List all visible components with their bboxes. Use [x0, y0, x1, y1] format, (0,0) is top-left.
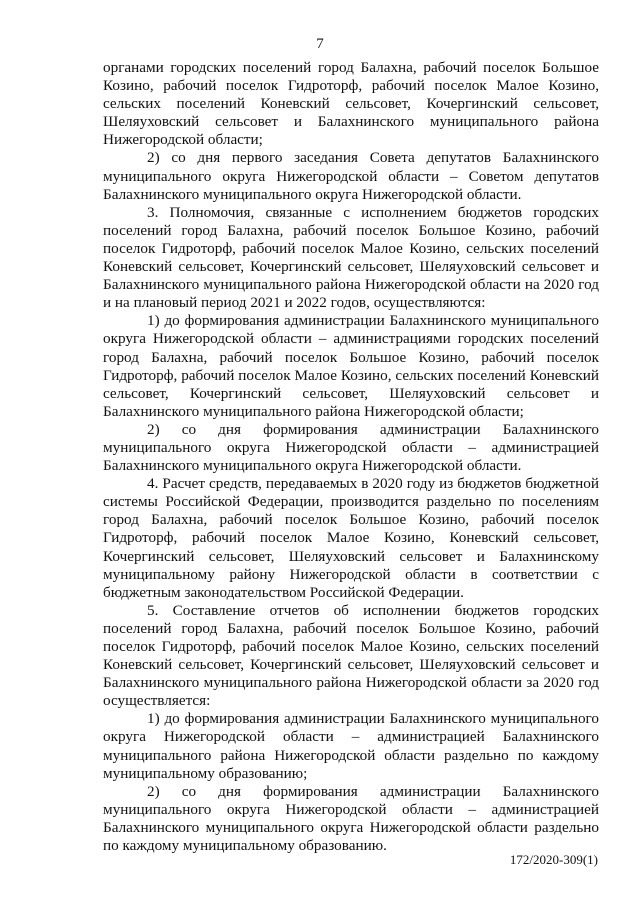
paragraph-2: 2) со дня первого заседания Совета депутатов Балахнинского муниципального округа Нижегородской области – Советом депутатов Балахнинского муниципального округа Нижегородской области. — [103, 149, 599, 203]
paragraph-6: 4. Расчет средств, передаваемых в 2020 году из бюджетов бюджетной системы Российской Федерации, производится раздельно по поселениям город Балахна, рабочий поселок Большое Козино, рабочий поселок Гидроторф, рабочий поселок Малое Козино, Коневский сельсовет, Кочергинский сельсовет, Шеляуховский сельсовет и Балахнинскому муниципальному району Нижегородской области в соответствии с бюджетным законодательством Российской Федерации. — [103, 475, 599, 601]
document-code: 172/2020-309(1) — [509, 852, 598, 867]
paragraph-7: 5. Составление отчетов об исполнении бюджетов городских поселений город Балахна, рабочий поселок Большое Козино, рабочий поселок Гидроторф, рабочий поселок Малое Козино, сельских поселений Коневский сельсовет, Кочергинский сельсовет, Шеляуховский сельсовет и Балахнинского муниципального района Нижегородской области за 2020 год осуществляется: — [103, 601, 599, 710]
document-body — [103, 59, 599, 855]
paragraph-1: органами городских поселений город Балахна, рабочий поселок Большое Козино, рабочий поселок Гидроторф, рабочий поселок Малое Козино, сельских поселений Коневский сельсовет, Кочергинский сельсовет, Шеляуховский сельсовет и Балахнинского муниципального района Нижегородской области; — [103, 59, 599, 149]
paragraph-5: 2) со дня формирования администрации Балахнинского муниципального округа Нижегородской области – администрацией Балахнинского муниципального округа Нижегородской области. — [103, 420, 599, 475]
page-number: 7 — [316, 36, 324, 52]
paragraph-9: 2) со дня формирования администрации Балахнинского муниципального округа Нижегородской области – администрацией Балахнинского муниципального округа Нижегородской области раздельно по каждому муниципальному образованию. — [103, 782, 599, 855]
paragraph-4: 1) до формирования администрации Балахнинского муниципального округа Нижегородской области – администрациями городских поселений город Балахна, рабочий поселок Большое Козино, рабочий поселок Гидроторф, рабочий поселок Малое Козино, сельских поселений Коневский сельсовет, Кочергинский сельсовет, Шеляуховский сельсовет и Балахнинского муниципального района Нижегородской области; — [103, 312, 599, 420]
paragraph-3: 3. Полномочия, связанные с исполнением бюджетов городских поселений город Балахна, рабочий поселок Большое Козино, рабочий поселок Гидроторф, рабочий поселок Малое Козино, сельских поселений Коневский сельсовет, Кочергинский сельсовет, Шеляуховский сельсовет и Балахнинского муниципального района Нижегородской области на 2020 год и на плановый период 2021 и 2022 годов, осуществляются: — [103, 203, 599, 312]
paragraph-8: 1) до формирования администрации Балахнинского муниципального округа Нижегородской области – администрацией Балахнинского муниципального района Нижегородской области раздельно по каждому муниципальному образованию; — [103, 710, 599, 782]
